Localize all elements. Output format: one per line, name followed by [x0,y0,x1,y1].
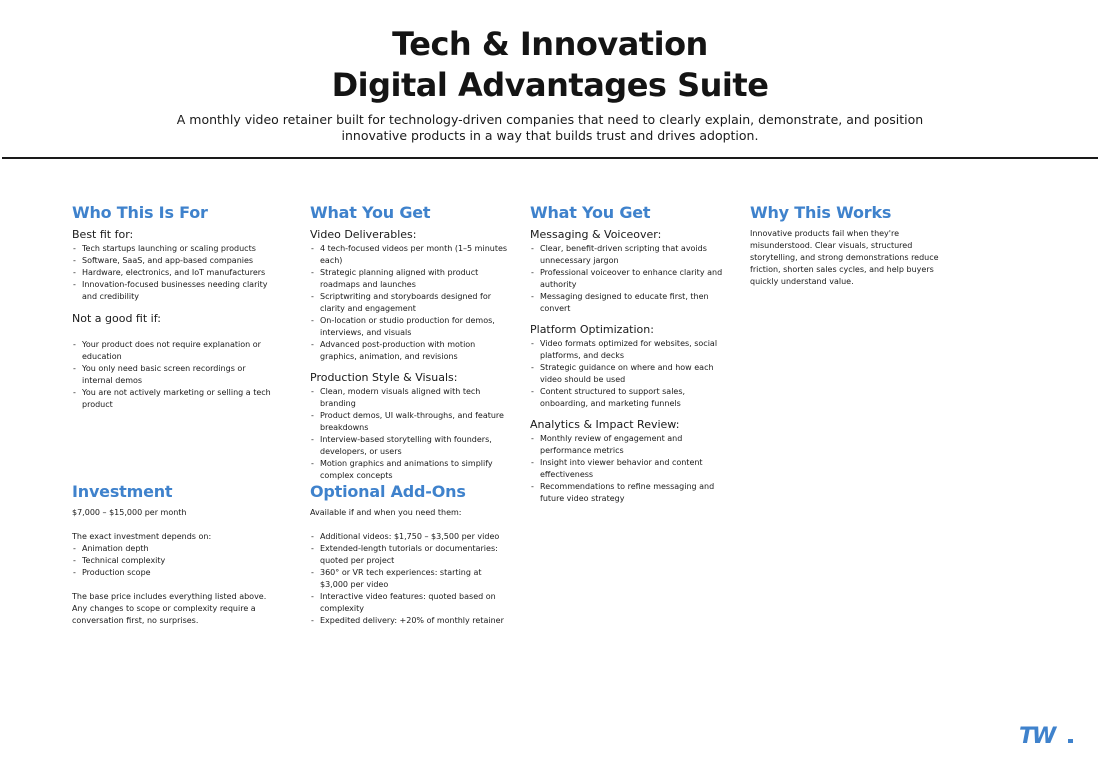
video-deliverables-list [310,243,512,363]
section-what-you-get-2 [530,203,730,505]
list-item: - Recommendations to refine messaging and future video strategy [530,481,730,505]
list-item: - Additional videos: $1,750 – $3,500 per video [310,531,512,543]
list-item: - Your product does not require explanation or education [72,339,274,363]
production-style-list [310,386,512,482]
why-body: Innovative products fail when they're misunderstood. Clear visuals, structured storytelling, and strong demonstrations reduce friction, shorten sales cycles, and help buyers quickly understand value. [750,229,939,286]
subtitle: A monthly video retainer built for technology-driven companies that need to clearly explain, demonstrate, and position innovative products in a way that builds trust and drives adoption. [176,112,924,143]
heading-investment: Investment [72,482,173,501]
divider [2,157,1098,159]
investment-note: The base price includes everything listed above. Any changes to scope or complexity require a conversation first, no surprises. [72,592,267,625]
list-item: - 4 tech-focused videos per month (1–5 minutes each) [310,243,512,267]
list-item: - Clean, modern visuals aligned with tech branding [310,386,512,410]
list-item: - Animation depth [72,543,274,555]
heading-optional-add-ons: Optional Add-Ons [310,482,466,501]
list-item: - Advanced post-production with motion graphics, animation, and revisions [310,339,512,363]
list-item: - Interview-based storytelling with founders, developers, or users [310,434,512,458]
list-item: - Production scope [72,567,274,579]
section-who-this-is-for [72,203,274,411]
list-item: - Clear, benefit-driven scripting that avoids unnecessary jargon [530,243,730,267]
list-item: - On-location or studio production for demos, interviews, and visuals [310,315,512,339]
list-item: - Product demos, UI walk-throughs, and feature breakdowns [310,410,512,434]
section-optional-add-ons [310,482,512,627]
list-item: - Expedited delivery: +20% of monthly retainer [310,615,512,627]
not-fit-list [72,339,274,411]
messaging-list [530,243,730,315]
best-fit-label: Best fit for: [72,228,134,241]
section-investment [72,482,274,627]
title-line-2: Digital Advantages Suite [331,66,769,104]
list-item: - Video formats optimized for websites, social platforms, and decks [530,338,730,362]
list-item: - Insight into viewer behavior and content effectiveness [530,457,730,481]
brand-logo [1018,722,1076,746]
production-style-label: Production Style & Visuals: [310,371,458,384]
list-item: - Professional voiceover to enhance clarity and authority [530,267,730,291]
list-item: - Extended-length tutorials or documentaries: quoted per project [310,543,512,567]
list-item: - Interactive video features: quoted based on complexity [310,591,512,615]
list-item: - Content structured to support sales, onboarding, and marketing funnels [530,386,730,410]
best-fit-list [72,243,274,303]
section-what-you-get-1 [310,203,512,482]
addons-intro: Available if and when you need them: [310,508,462,517]
section-why-this-works [750,203,946,288]
analytics-label: Analytics & Impact Review: [530,418,680,431]
list-item: - Scriptwriting and storyboards designed for clarity and engagement [310,291,512,315]
list-item: - You only need basic screen recordings or internal demos [72,363,274,387]
heading-what-you-get: What You Get [530,203,651,222]
heading-what-you-get: What You Get [310,203,431,222]
platform-optimization-label: Platform Optimization: [530,323,654,336]
list-item: - Motion graphics and animations to simplify complex concepts [310,458,512,482]
list-item: - Strategic guidance on where and how each video should be used [530,362,730,386]
list-item: - Software, SaaS, and app-based companies [72,255,274,267]
analytics-list [530,433,730,505]
messaging-voiceover-label: Messaging & Voiceover: [530,228,662,241]
title-line-1: Tech & Innovation [392,25,708,63]
factors-list [72,543,274,579]
list-item: - Technical complexity [72,555,274,567]
list-item: - You are not actively marketing or selling a tech product [72,387,274,411]
not-fit-label: Not a good fit if: [72,312,161,325]
addons-list [310,531,512,627]
heading-why-this-works: Why This Works [750,203,892,222]
list-item: - Monthly review of engagement and performance metrics [530,433,730,457]
price-range: $7,000 – $15,000 per month [72,508,187,517]
heading-who-this-is-for: Who This Is For [72,203,208,222]
list-item: - Innovation-focused businesses needing clarity and credibility [72,279,274,303]
list-item: - Tech startups launching or scaling products [72,243,274,255]
list-item: - Hardware, electronics, and IoT manufacturers [72,267,274,279]
video-deliverables-label: Video Deliverables: [310,228,417,241]
list-item: - Messaging designed to educate first, then convert [530,291,730,315]
list-item: - 360° or VR tech experiences: starting at $3,000 per video [310,567,512,591]
depends-label: The exact investment depends on: [72,532,212,541]
logo-text: TW [1019,724,1055,746]
platform-list [530,338,730,410]
logo-dot [1068,739,1073,743]
list-item: - Strategic planning aligned with product roadmaps and launches [310,267,512,291]
